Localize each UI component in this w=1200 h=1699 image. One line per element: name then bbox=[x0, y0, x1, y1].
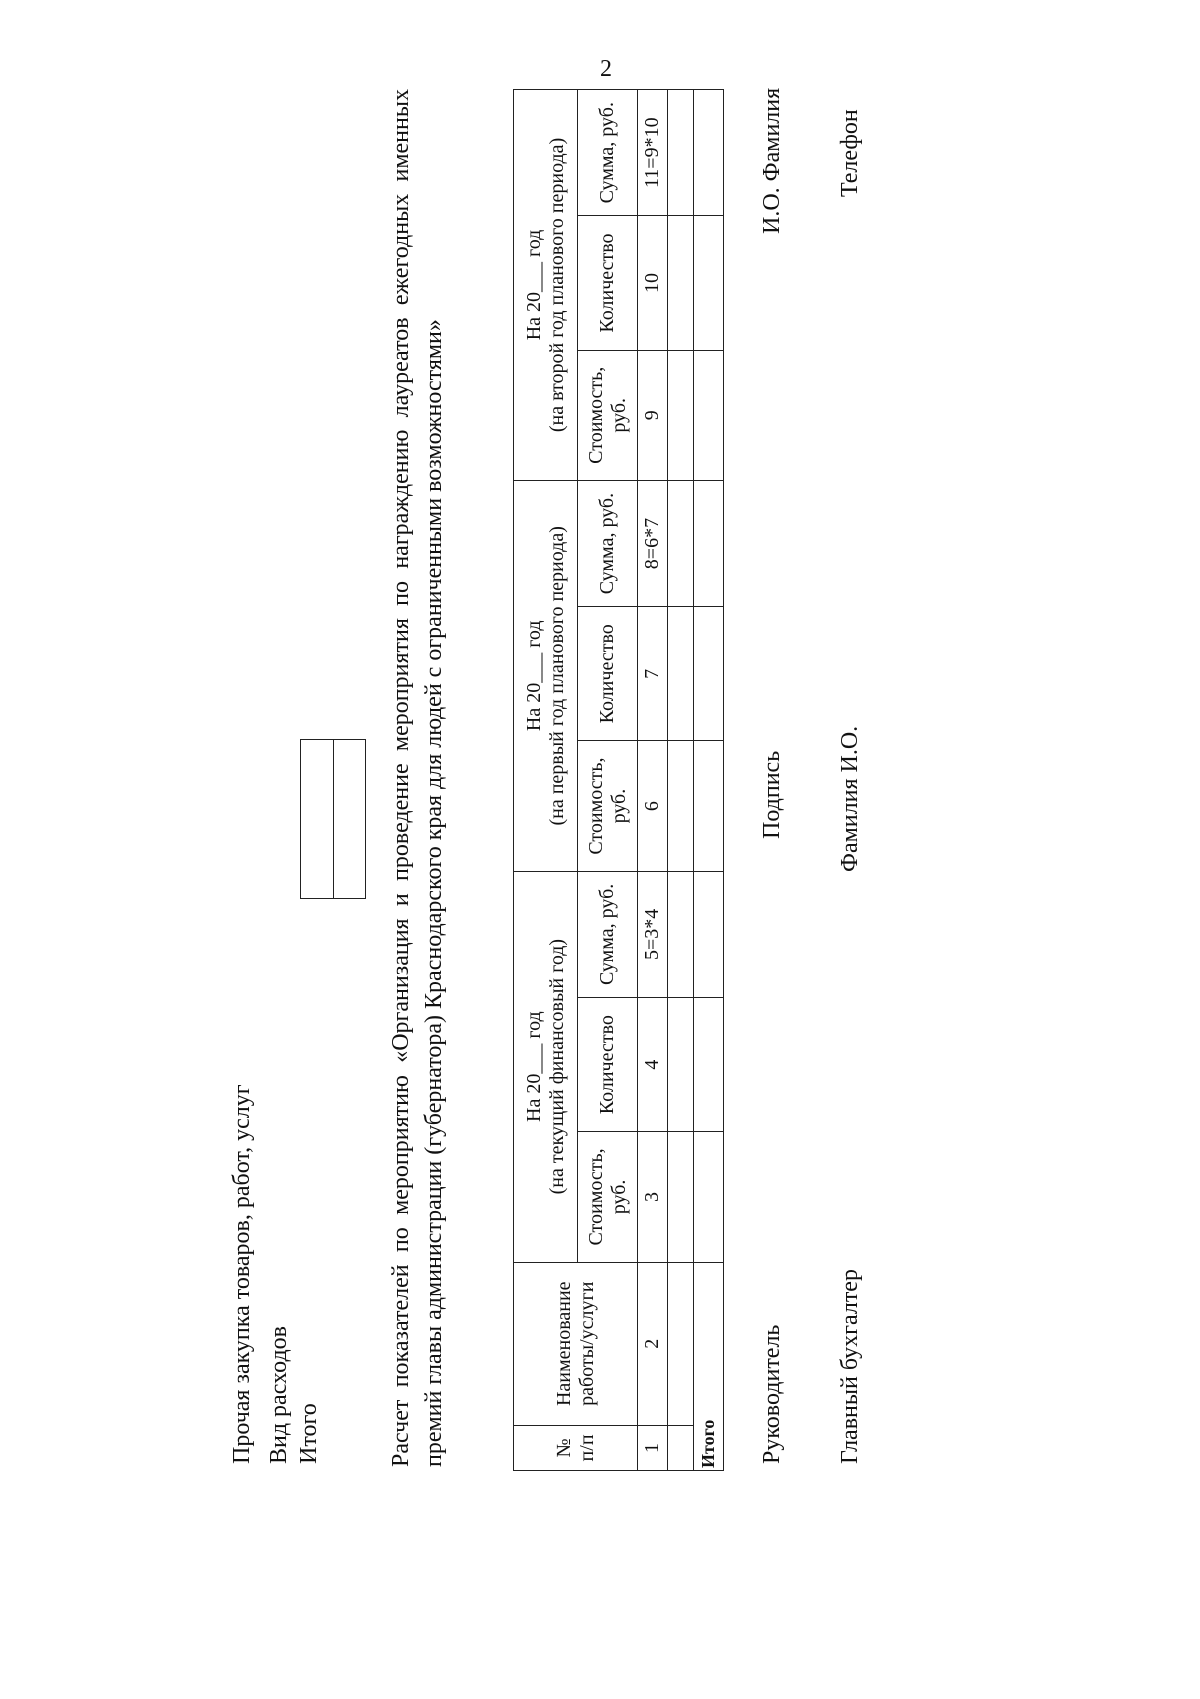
head-label: Руководитель bbox=[759, 1324, 785, 1464]
column-number: 6 bbox=[638, 741, 668, 871]
period-header-first bbox=[514, 480, 578, 871]
table-cell bbox=[668, 350, 694, 480]
total-row bbox=[694, 90, 724, 1471]
table-cell bbox=[668, 216, 694, 350]
total-label: Итого bbox=[296, 1403, 322, 1464]
signature-label: Подпись bbox=[759, 750, 785, 839]
sub-qty: Количество bbox=[578, 607, 638, 741]
table-cell bbox=[694, 998, 724, 1132]
table-cell bbox=[694, 741, 724, 871]
table-cell bbox=[694, 350, 724, 480]
expense-code-box bbox=[300, 739, 366, 899]
column-number: 3 bbox=[638, 1132, 668, 1262]
table-cell bbox=[668, 607, 694, 741]
accountant-name: Фамилия И.О. bbox=[837, 725, 863, 872]
sub-qty: Количество bbox=[578, 998, 638, 1132]
column-number: 1 bbox=[638, 1425, 668, 1470]
column-number-row bbox=[638, 90, 668, 1471]
table-cell bbox=[668, 1262, 694, 1425]
table-cell bbox=[668, 741, 694, 871]
sub-cost: Стоимость, руб. bbox=[578, 1132, 638, 1262]
column-number: 7 bbox=[638, 607, 668, 741]
purchase-type-line: Прочая закупка товаров, работ, услуг bbox=[229, 1084, 255, 1464]
period-year: На 20___ год bbox=[522, 229, 545, 341]
column-number: 5=3*4 bbox=[638, 871, 668, 997]
period-header-second bbox=[514, 90, 578, 481]
column-number: 11=9*10 bbox=[638, 90, 668, 216]
sub-sum: Сумма, руб. bbox=[578, 480, 638, 606]
calculation-table bbox=[513, 89, 724, 1471]
sub-cost: Стоимость, руб. bbox=[578, 741, 638, 871]
head-name: И.О. Фамилия bbox=[759, 87, 785, 234]
table-cell bbox=[694, 90, 724, 216]
column-number: 9 bbox=[638, 350, 668, 480]
column-number: 10 bbox=[638, 216, 668, 350]
column-number: 8=6*7 bbox=[638, 480, 668, 606]
table-cell bbox=[694, 216, 724, 350]
period-year: На 20___ год bbox=[522, 620, 545, 732]
table-cell bbox=[694, 480, 724, 606]
phone-label: Телефон bbox=[837, 109, 863, 197]
page-number: 2 bbox=[600, 56, 612, 82]
box-divider bbox=[333, 740, 334, 898]
empty-data-row bbox=[668, 90, 694, 1471]
column-number: 4 bbox=[638, 998, 668, 1132]
table-cell bbox=[668, 1132, 694, 1262]
calculation-heading: Расчет показателей по мероприятию «Организация и проведение мероприятия по награждению лауреатов ежегодных именных премий главы администрации (губернатора) Краснодарского края для людей с ограниченными возможностями» bbox=[388, 89, 447, 1467]
period-desc: (на текущий финансовый год) bbox=[545, 938, 568, 1195]
table-cell bbox=[668, 90, 694, 216]
period-desc: (на второй год планового периода) bbox=[545, 137, 568, 433]
table-header-row-1 bbox=[514, 90, 578, 1471]
sub-sum: Сумма, руб. bbox=[578, 871, 638, 997]
col-name-header: Наименование работы/услуги bbox=[514, 1262, 638, 1425]
period-header-current bbox=[514, 871, 578, 1262]
period-desc: (на первый год планового периода) bbox=[545, 526, 568, 826]
table-cell bbox=[694, 871, 724, 997]
table-cell bbox=[668, 1425, 694, 1470]
expense-type-label: Вид расходов bbox=[266, 1326, 292, 1464]
total-row-label: Итого bbox=[694, 1262, 724, 1470]
sub-sum: Сумма, руб. bbox=[578, 90, 638, 216]
table-cell bbox=[668, 998, 694, 1132]
table-cell bbox=[694, 607, 724, 741]
accountant-label: Главный бухгалтер bbox=[837, 1269, 863, 1464]
table-cell bbox=[668, 480, 694, 606]
sub-cost: Стоимость, руб. bbox=[578, 350, 638, 480]
table-cell bbox=[694, 1132, 724, 1262]
column-number: 2 bbox=[638, 1262, 668, 1425]
table-cell bbox=[668, 871, 694, 997]
sub-qty: Количество bbox=[578, 216, 638, 350]
period-year: На 20___ год bbox=[522, 1011, 545, 1122]
col-number-header: № п/п bbox=[514, 1425, 638, 1470]
